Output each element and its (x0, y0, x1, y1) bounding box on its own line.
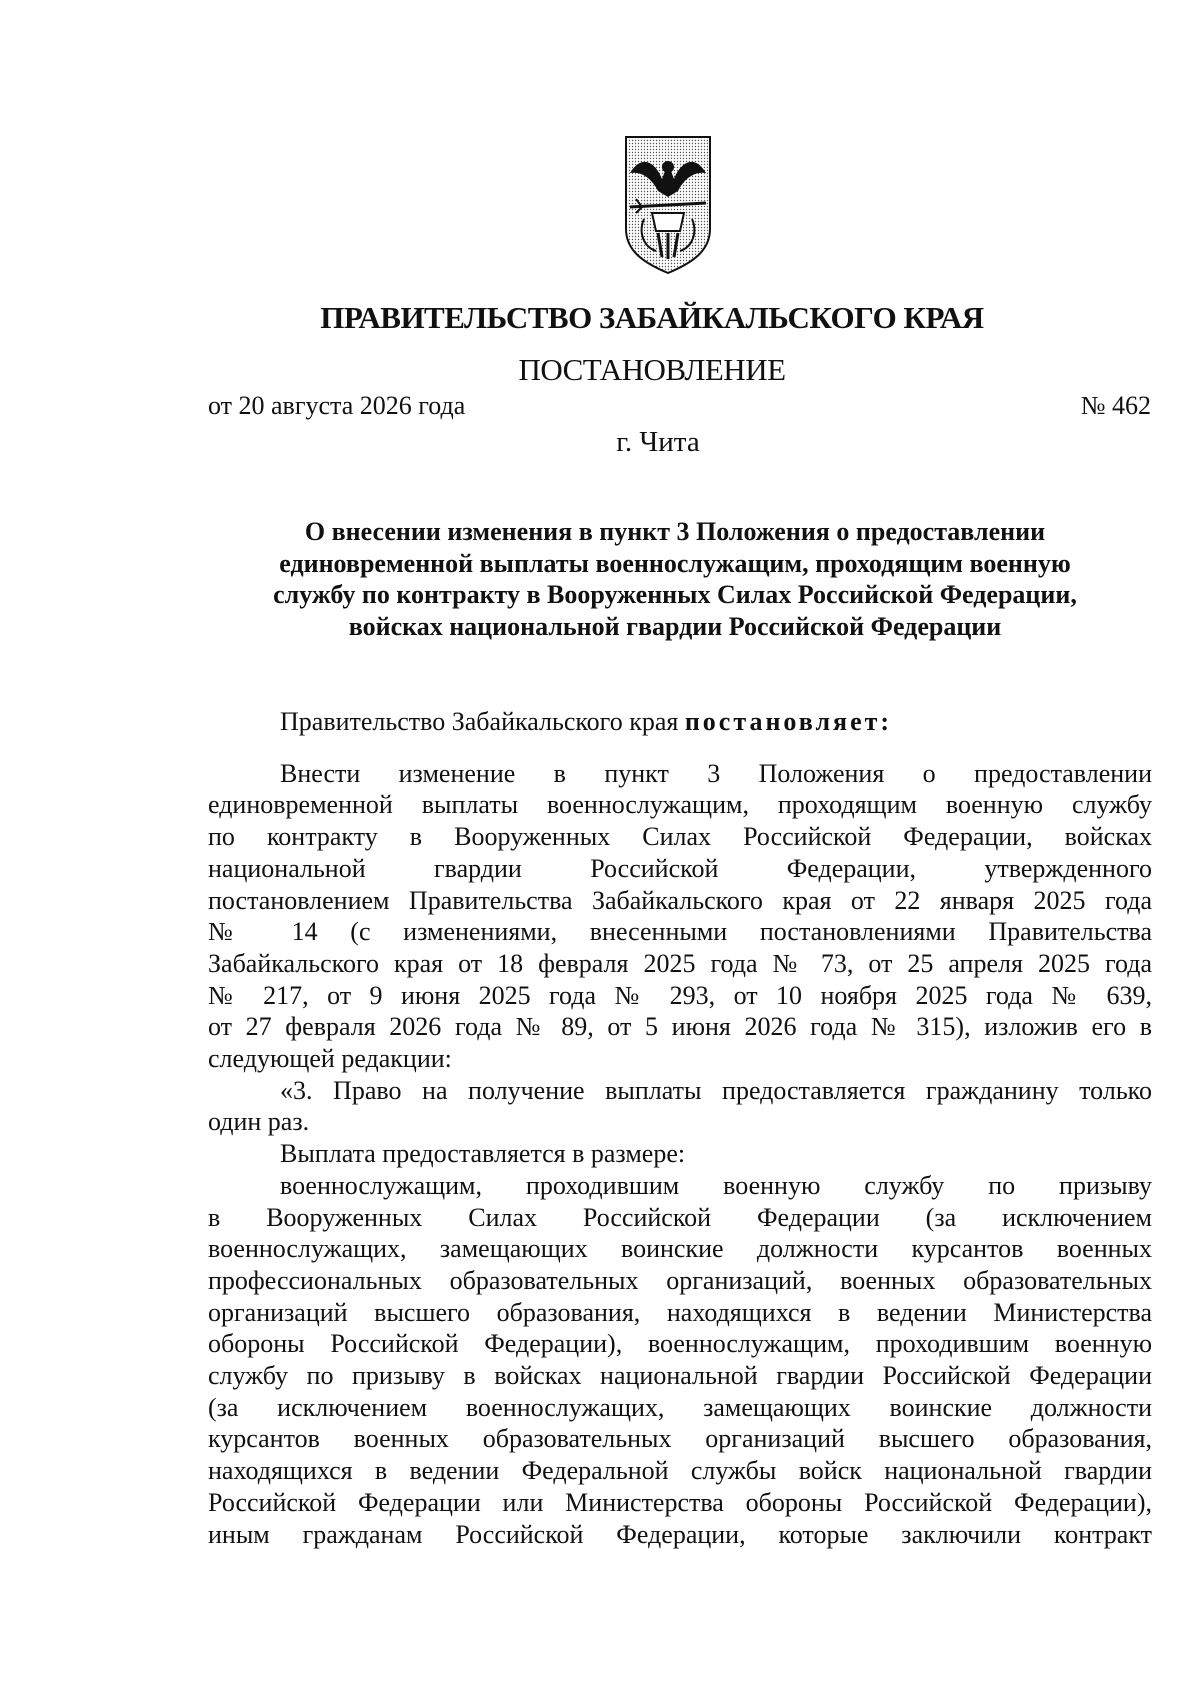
document-date: от 20 августа 2026 года (208, 391, 466, 420)
text-line: находящихся в ведении Федеральной службы войск национальной гвардии (208, 1456, 1152, 1486)
text-line: (за исключением военнослужащих, замещающих воинские должности (208, 1392, 1152, 1422)
text-line: № 14 (с изменениями, внесенными постановлениями Правительства (208, 917, 1152, 947)
document-type: ПОСТАНОВЛЕНИЕ (518, 352, 786, 387)
text-line: Внести изменение в пункт 3 Положения о предоставлении (280, 758, 1152, 788)
text-line: «3. Право на получение выплаты предоставляется гражданину только (280, 1075, 1152, 1105)
paragraph-4 (208, 1170, 1152, 1550)
organization-title: ПРАВИТЕЛЬСТВО ЗАБАЙКАЛЬСКОГО КРАЯ (320, 300, 984, 335)
document-city: г. Чита (616, 426, 700, 458)
document-subject (230, 516, 1120, 642)
text-line: курсантов военных образовательных организаций высшего образования, (208, 1424, 1152, 1454)
document-body (208, 706, 1152, 1550)
paragraph-1 (208, 758, 1152, 1075)
text-line: по контракту в Вооруженных Силах Российской Федерации, войсках (208, 822, 1152, 852)
text-line: военнослужащим, проходившим военную службу по призыву (280, 1170, 1152, 1200)
text-line: организаций высшего образования, находящихся в ведении Министерства (208, 1297, 1152, 1327)
text-line: № 217, от 9 июня 2025 года № 293, от 10 ноября 2025 года № 639, (208, 980, 1152, 1010)
subject-line: единовременной выплаты военнослужащим, проходящим военную (279, 548, 1071, 578)
coat-of-arms-icon (622, 133, 714, 275)
text-line: иным гражданам Российской Федерации, которые заключили контракт (208, 1519, 1152, 1549)
text-line: обороны Российской Федерации), военнослужащим, проходившим военную (208, 1329, 1152, 1359)
decree-verb: постановляет: (684, 707, 893, 736)
paragraph-3 (208, 1138, 1152, 1170)
text-line: национальной гвардии Российской Федерации, утвержденного (208, 853, 1152, 883)
text-line: Российской Федерации или Министерства обороны Российской Федерации), (208, 1487, 1152, 1517)
text-line: в Вооруженных Силах Российской Федерации (за исключением (208, 1202, 1152, 1232)
text-line: Выплата предоставляется в размере: (280, 1139, 686, 1169)
text-line: один раз. (208, 1107, 310, 1137)
text-line: военнослужащих, замещающих воинские должности курсантов военных (208, 1234, 1152, 1264)
text-line: постановлением Правительства Забайкальского края от 22 января 2025 года (208, 885, 1152, 915)
text-line: профессиональных образовательных организаций, военных образовательных (208, 1265, 1152, 1295)
paragraph-2 (208, 1075, 1152, 1138)
subject-line: О внесении изменения в пункт 3 Положения о предоставлении (304, 517, 1046, 546)
document-number: № 462 (1080, 391, 1151, 420)
text-line: службу по призыву в войсках национальной гвардии Российской Федерации (208, 1361, 1152, 1391)
text-line: следующей редакции: (208, 1044, 452, 1074)
decree-statement (208, 706, 1152, 738)
subject-line: службу по контракту в Вооруженных Силах Российской Федерации, (273, 580, 1077, 609)
decree-intro: Правительство Забайкальского края (280, 707, 679, 736)
text-line: единовременной выплаты военнослужащим, проходящим военную службу (208, 790, 1152, 820)
subject-line: войсках национальной гвардии Российской Федерации (348, 611, 1002, 641)
text-line: от 27 февраля 2026 года № 89, от 5 июня 2026 года № 315), изложив его в (208, 1012, 1152, 1042)
text-line: Забайкальского края от 18 февраля 2025 года № 73, от 25 апреля 2025 года (208, 948, 1152, 978)
